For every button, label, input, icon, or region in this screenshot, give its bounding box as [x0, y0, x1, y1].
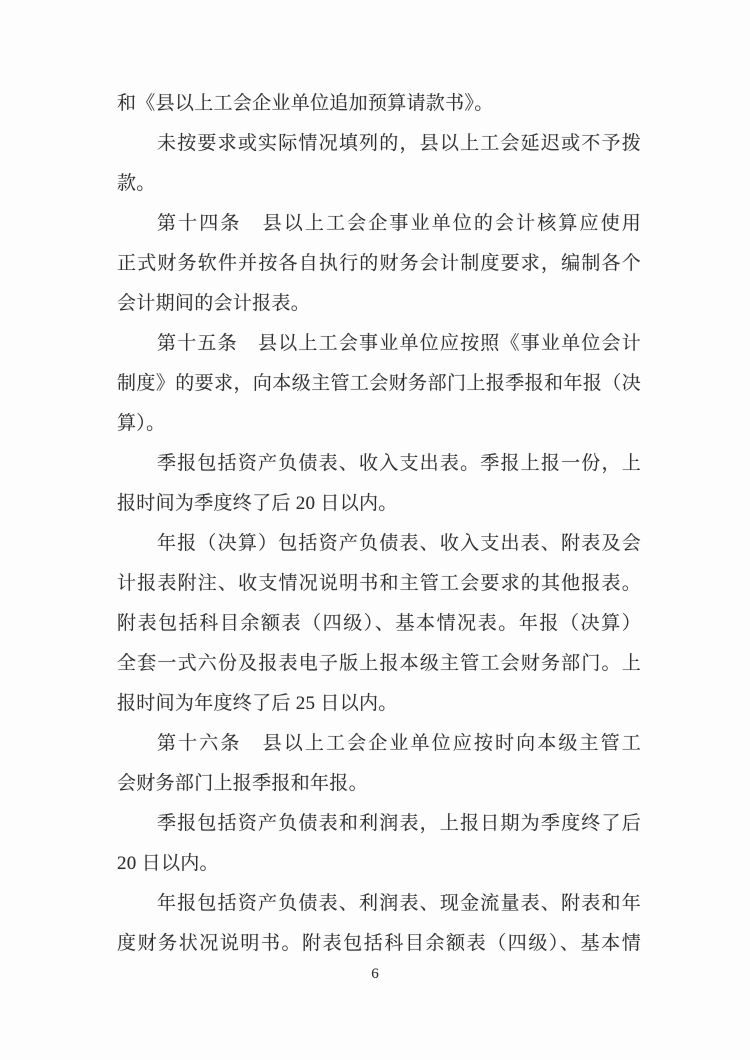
text-line: 制度》的要求，向本级主管工会财务部门上报季报和年报（决 — [117, 373, 641, 394]
text-line: 正式财务软件并按各自执行的财务会计制度要求，编制各个 — [117, 253, 641, 274]
text-line: 度财务状况说明书。附表包括科目余额表（四级）、基本情 — [117, 933, 641, 954]
text-line: 第十四条 县以上工会企事业单位的会计核算应使用 — [157, 213, 641, 234]
text-line: 年报（决算）包括资产负债表、收入支出表、附表及会 — [157, 533, 641, 554]
text-line: 算）。 — [117, 413, 166, 434]
text-line: 第十六条 县以上工会企业单位应按时向本级主管工 — [157, 733, 641, 754]
text-line: 报时间为年度终了后 25 日以内。 — [117, 693, 398, 714]
text-line: 款。 — [117, 173, 156, 194]
page-number: 6 — [371, 966, 379, 982]
text-line: 附表包括科目余额表（四级）、基本情况表。年报（决算） — [117, 613, 641, 634]
text-line: 季报包括资产负债表和利润表，上报日期为季度终了后 — [157, 813, 641, 834]
text-line: 会计期间的会计报表。 — [117, 293, 311, 314]
text-line: 季报包括资产负债表、收入支出表。季报上报一份，上 — [157, 453, 641, 474]
text-line: 会财务部门上报季报和年报。 — [117, 773, 368, 794]
text-line: 和《县以上工会企业单位追加预算请款书》。 — [117, 93, 494, 114]
text-line: 20 日以内。 — [117, 853, 219, 874]
document-lines — [117, 84, 641, 964]
text-line: 未按要求或实际情况填列的，县以上工会延迟或不予拨 — [157, 133, 641, 154]
text-line: 计报表附注、收支情况说明书和主管工会要求的其他报表。 — [117, 573, 641, 594]
text-line: 年报包括资产负债表、利润表、现金流量表、附表和年 — [157, 893, 641, 914]
text-line: 报时间为季度终了后 20 日以内。 — [117, 493, 398, 514]
text-line: 第十五条 县以上工会事业单位应按照《事业单位会计 — [157, 333, 641, 354]
text-line: 全套一式六份及报表电子版上报本级主管工会财务部门。上 — [117, 653, 641, 674]
